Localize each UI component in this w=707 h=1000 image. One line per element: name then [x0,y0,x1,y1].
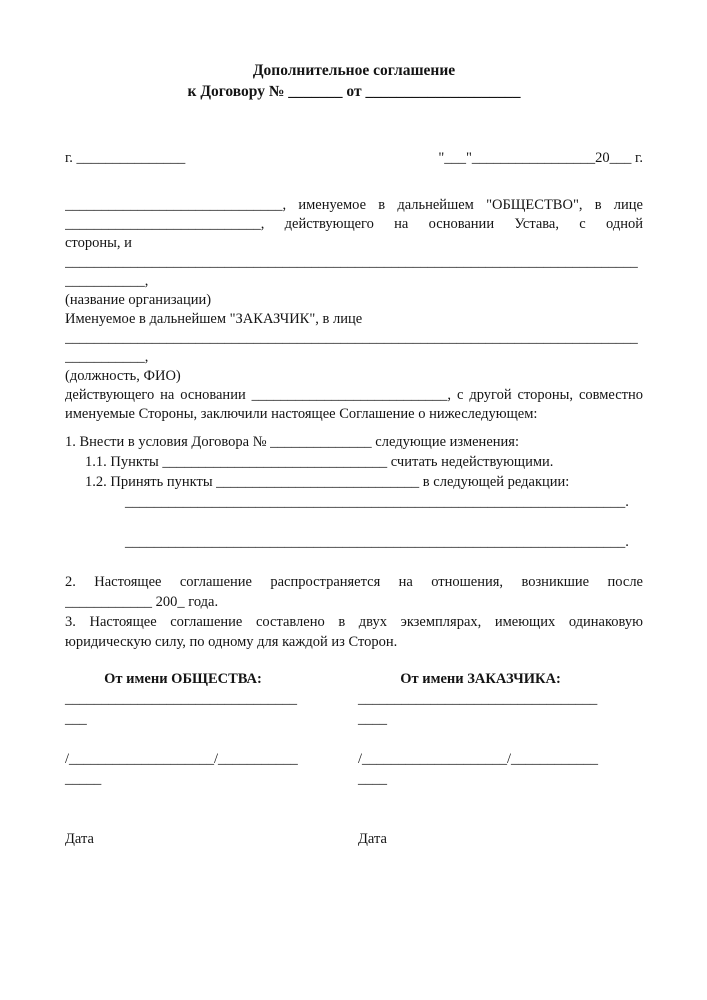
intro-paragraph-line: Именуемое в дальнейшем "ЗАКАЗЧИК", в лице [65,311,363,327]
signature-customer-column-line [358,809,603,829]
city-field: г. _______________ [65,150,186,166]
signature-company-column-line [65,729,301,749]
signature-company-column-line: ___________________________________ [65,691,297,727]
city-date-row [65,148,643,168]
amendments-section-line [65,512,643,532]
signature-company-column-line: Дата [65,831,94,847]
signature-customer-column-line [358,789,603,809]
intro-paragraph-line: стороны, и [65,235,132,251]
intro-paragraph [65,196,643,424]
intro-paragraph-line: (должность, ФИО) [65,368,181,384]
intro-paragraph-line: ___________, [65,349,149,365]
amendments-section-line: 1.2. Принять пункты ____________________________ в следующей редакции: [85,474,570,490]
intro-paragraph-line: (название организации) [65,292,212,308]
amendments-section-line: _____________________________________________________________________. [125,534,629,550]
doc-title-line-1: Дополнительное соглашение [252,62,456,79]
signature-company-column-line [65,789,301,809]
closing-section-line: ____________ 200_ года. [65,594,219,610]
signature-company-column-line: От имени ОБЩЕСТВА: [104,671,262,687]
signature-customer-column-line [358,729,603,749]
signatures-row [65,669,643,849]
closing-section [65,572,643,652]
intro-paragraph-line: _______________________________________________________________________________ [65,330,638,346]
amendments-section [65,432,643,552]
signature-customer-column [358,669,603,849]
signature-customer-column-line: _____________________________________ [358,691,598,727]
amendments-section-line: _____________________________________________________________________. [125,494,629,510]
signature-company-column [65,669,301,849]
signature-company-column-line [65,809,301,829]
signature-customer-column-line: /____________________/________________ [358,751,599,787]
date-field: "___"_________________20___ г. [438,150,643,166]
intro-paragraph-line: именуемые Стороны, заключили настоящее Соглашение о нижеследующем: [65,406,538,422]
intro-paragraph-line: ___________, [65,273,149,289]
signature-company-column-line: /____________________/________________ [65,751,298,787]
intro-paragraph-line: ___________________________, действующего на основании Устава, с одной [65,216,643,232]
doc-title-line-2: к Договору № _______ от ____________________ [187,83,521,100]
amendments-section-line: 1.1. Пункты _______________________________ считать недействующими. [85,454,554,470]
doc-title [65,60,643,102]
intro-paragraph-line: действующего на основании ___________________________, с другой стороны, совместно [65,387,643,403]
intro-paragraph-line: ______________________________, именуемое в дальнейшем "ОБЩЕСТВО", в лице [65,197,643,213]
signature-customer-column-line: Дата [358,831,387,847]
closing-section-line: 3. Настоящее соглашение составлено в двух экземплярах, имеющих одинаковую [65,614,643,630]
intro-paragraph-line: _______________________________________________________________________________ [65,254,638,270]
signature-customer-column-line: От имени ЗАКАЗЧИКА: [400,671,561,687]
closing-section-line: юридическую силу, по одному для каждой из Сторон. [65,634,398,650]
amendments-section-line: 1. Внести в условия Договора № ______________ следующие изменения: [65,434,519,450]
closing-section-line: 2. Настоящее соглашение распространяется на отношения, возникшие после [65,574,643,590]
